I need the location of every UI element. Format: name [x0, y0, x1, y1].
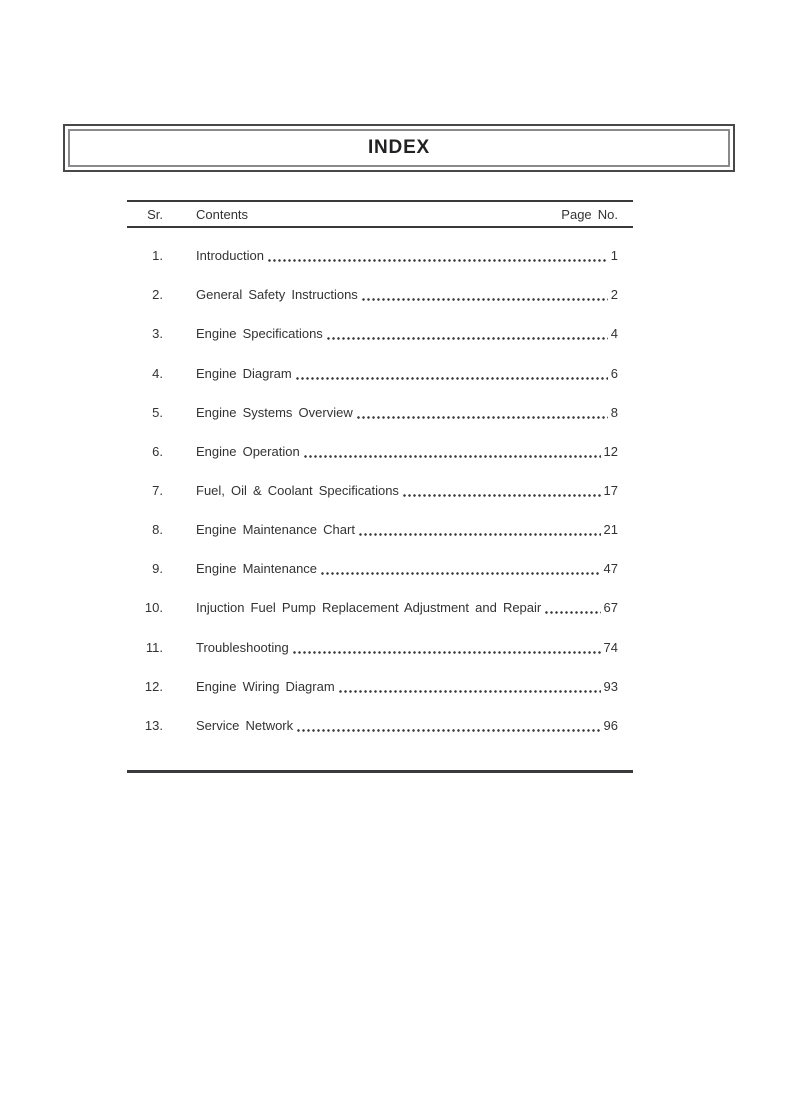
toc-page: 17 [603, 483, 618, 499]
toc-sr: 9. [152, 561, 163, 577]
dot-leader [297, 729, 600, 732]
index-title-box [63, 124, 735, 172]
toc-header-sr: Sr. [147, 206, 163, 222]
toc-title: Engine Specifications [196, 326, 323, 342]
toc-header-contents: Contents [196, 206, 249, 222]
toc-row [127, 667, 633, 706]
toc-header-row [127, 200, 633, 228]
toc-title: Engine Wiring Diagram [196, 678, 335, 694]
toc-sr: 6. [152, 443, 163, 459]
toc-page: 4 [610, 326, 618, 342]
toc-row [127, 471, 633, 510]
toc-title: Troubleshooting [196, 639, 289, 655]
toc-title: General Safety Instructions [196, 287, 358, 303]
toc-sr: 5. [152, 404, 163, 420]
toc-page: 8 [610, 404, 618, 420]
toc-sr: 3. [152, 326, 163, 342]
toc-sr: 2. [152, 287, 163, 303]
toc-rows [127, 228, 633, 745]
toc-row [127, 628, 633, 667]
toc-row [127, 236, 633, 275]
dot-leader [296, 377, 608, 380]
table-bottom-rule [127, 770, 633, 773]
toc-row [127, 549, 633, 588]
dot-leader [327, 337, 608, 340]
toc-sr: 1. [152, 248, 163, 264]
toc-title: Engine Diagram [196, 365, 292, 381]
dot-leader [339, 690, 601, 693]
toc-title: Engine Maintenance [196, 561, 318, 577]
table-of-contents [127, 200, 633, 745]
toc-title: Engine Systems Overview [196, 404, 353, 420]
dot-leader [357, 416, 608, 419]
toc-row [127, 706, 633, 745]
toc-page: 2 [610, 287, 618, 303]
toc-row [127, 588, 633, 627]
dot-leader [304, 455, 601, 458]
dot-leader [293, 651, 601, 654]
toc-page: 1 [610, 248, 618, 264]
toc-row [127, 432, 633, 471]
toc-row [127, 353, 633, 392]
dot-leader [545, 611, 600, 614]
dot-leader [403, 494, 601, 497]
toc-row [127, 393, 633, 432]
toc-header-page: Page No. [561, 206, 618, 222]
toc-page: 74 [603, 639, 618, 655]
toc-title: Introduction [196, 248, 264, 264]
toc-page: 12 [603, 443, 618, 459]
toc-sr: 12. [144, 678, 163, 694]
toc-title: Injuction Fuel Pump Replacement Adjustment and Repair [196, 600, 542, 616]
toc-page: 96 [603, 717, 618, 733]
index-title-box-inner-border [68, 129, 730, 167]
toc-title: Engine Maintenance Chart [196, 522, 355, 538]
toc-title: Engine Operation [196, 443, 300, 459]
toc-page: 6 [610, 365, 618, 381]
dot-leader [359, 533, 601, 536]
toc-row [127, 510, 633, 549]
dot-leader [268, 259, 608, 262]
toc-page: 21 [603, 522, 618, 538]
toc-sr: 10. [144, 600, 163, 616]
toc-sr: 8. [152, 522, 163, 538]
toc-sr: 4. [152, 365, 163, 381]
toc-title: Fuel, Oil & Coolant Specifications [196, 483, 399, 499]
dot-leader [321, 572, 601, 575]
toc-page: 47 [603, 561, 618, 577]
toc-sr: 11. [145, 639, 163, 655]
toc-page: 93 [603, 678, 618, 694]
toc-row [127, 275, 633, 314]
toc-sr: 7. [152, 483, 163, 499]
dot-leader [362, 298, 608, 301]
toc-page: 67 [603, 600, 618, 616]
toc-title: Service Network [196, 717, 294, 733]
toc-sr: 13. [144, 717, 163, 733]
page-title: INDEX [367, 137, 431, 158]
toc-row [127, 314, 633, 353]
